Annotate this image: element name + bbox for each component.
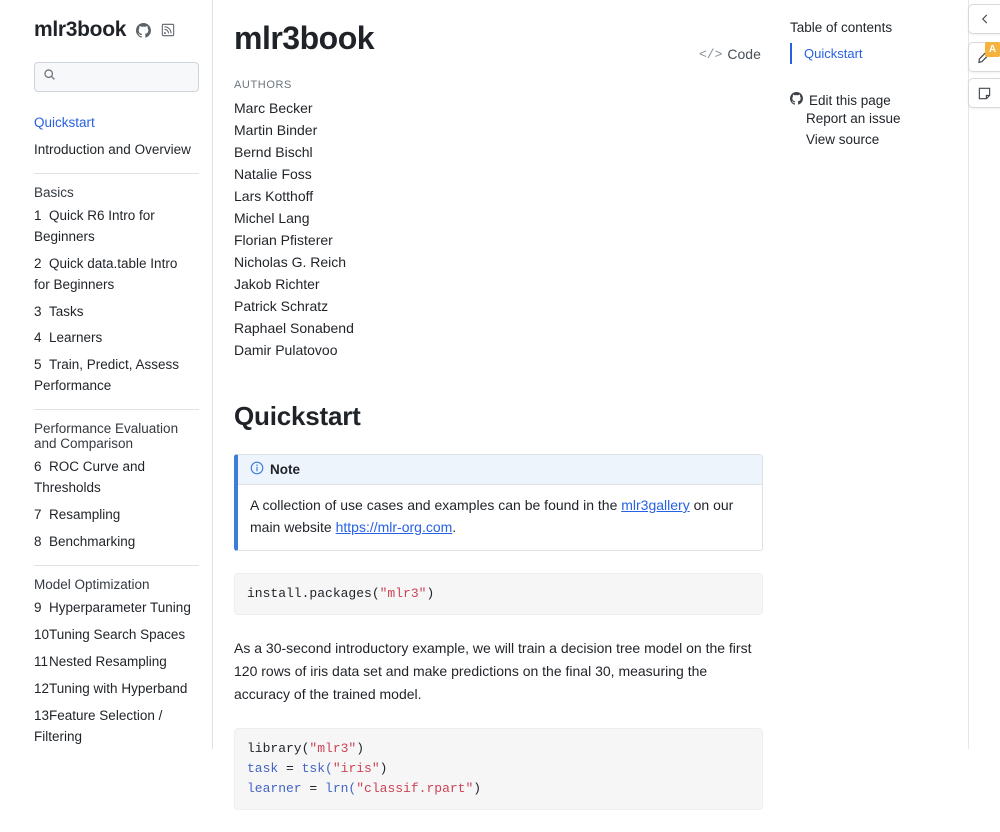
code-toggle-button[interactable] [699,46,761,62]
author-name: Raphael Sonabend [234,320,354,336]
author-name: Damir Pulatovoo [234,342,338,358]
code-token: = [286,761,302,777]
intro-paragraph: As a 30-second introductory example, we will train a decision tree model on the first 120 rows of iris data set and make predictions on the final 30, measuring the accuracy of the trained model. [234,640,752,703]
section-title-quickstart: Quickstart [234,401,361,431]
rss-icon[interactable] [160,22,176,38]
author-name: Martin Binder [234,122,318,138]
table-of-contents [790,20,980,150]
sidebar-item-roc-curve[interactable]: 6 ROC Curve and Thresholds [34,459,146,496]
sidebar-section-basics: Basics [34,184,74,200]
sidebar-divider-1 [34,173,199,174]
code-token: = [309,781,326,797]
sidebar-nav [34,110,192,750]
code-token: task [247,761,287,777]
annotation-rail [968,0,1000,749]
sidebar-item-resampling[interactable]: 7 Resampling [34,507,121,523]
code-token: ) [379,761,388,777]
code-token: install.packages( [247,586,380,602]
code-block-example [234,728,763,810]
annotation-badge: A [985,42,1000,57]
code-token: "mlr3" [309,741,357,757]
sidebar-divider-3 [34,565,199,566]
authors-list [234,97,790,361]
toc-item-quickstart[interactable]: Quickstart [790,43,980,64]
note-callout-title: Note [270,462,300,477]
sidebar-divider-2 [34,409,199,410]
author-name: Jakob Richter [234,276,320,292]
code-token: "classif.rpart" [356,781,474,797]
sidebar-item-tuning-hyperband[interactable]: 12Tuning with Hyperband [34,680,188,696]
authors-label: AUTHORS [234,79,292,91]
code-token: tsk( [301,761,333,777]
brand-title: mlr3book [34,18,127,41]
edit-this-page-label: Edit this page [809,92,891,108]
sidebar-item-nested-resampling[interactable]: 11Nested Resampling [34,653,167,669]
author-name: Marc Becker [234,100,313,116]
search-box[interactable] [34,62,199,92]
toc-title: Table of contents [790,20,893,35]
code-token: ) [426,586,435,602]
report-an-issue-link[interactable]: Report an issue [806,111,901,126]
page-title: mlr3book [234,20,375,56]
sidebar-item-learners[interactable]: 4 Learners [34,330,103,346]
code-token: "iris" [332,761,380,777]
note-callout-body [238,485,762,550]
code-token: learner [247,781,310,797]
collapse-panel-button[interactable] [968,4,1000,34]
mlr-org-link[interactable]: https://mlr-org.com [335,518,453,535]
code-block-install [234,573,763,615]
code-token: ) [356,741,365,757]
code-chevron-icon: </> [699,46,723,62]
github-icon [790,92,803,108]
author-name: Natalie Foss [234,166,312,182]
sidebar [0,0,213,749]
sidebar-item-introduction[interactable]: Introduction and Overview [34,141,191,157]
code-token: library( [247,741,310,757]
search-icon [43,68,56,86]
author-name: Michel Lang [234,210,310,226]
info-icon [250,461,264,478]
search-input[interactable] [62,69,190,85]
sidebar-item-quick-r6[interactable]: 1 Quick R6 Intro for Beginners [34,207,155,244]
sidebar-item-quickstart[interactable]: Quickstart [34,115,95,130]
code-token: ) [473,781,482,797]
sidebar-item-tuning-search-spaces[interactable]: 10Tuning Search Spaces [34,626,186,642]
note-callout-header [238,455,762,485]
author-name: Bernd Bischl [234,144,313,160]
view-source-link[interactable]: View source [806,132,880,147]
note-callout [234,454,763,551]
sidebar-item-feature-selection[interactable]: 13Feature Selection / Filtering [34,707,163,744]
sidebar-item-benchmarking[interactable]: 8 Benchmarking [34,533,136,549]
sidebar-item-tasks[interactable]: 3 Tasks [34,303,84,319]
sidebar-item-quick-datatable[interactable]: 2 Quick data.table Intro for Beginners [34,255,178,292]
main-region [213,0,1000,797]
sidebar-brand[interactable] [34,18,192,42]
sidebar-item-train-predict[interactable]: 5 Train, Predict, Assess Performance [34,357,180,394]
edit-this-page-link[interactable] [790,92,980,108]
note-annotation-button[interactable] [968,78,1000,108]
author-name: Nicholas G. Reich [234,254,347,270]
mlr3gallery-link[interactable]: mlr3gallery [621,497,690,513]
author-name: Lars Kotthoff [234,188,314,204]
code-toggle-label: Code [727,46,761,62]
code-token: lrn( [325,781,357,797]
author-name: Florian Pfisterer [234,232,333,248]
toc-tools [790,92,980,150]
github-icon[interactable] [135,22,151,38]
sidebar-item-hyperparameter-tuning[interactable]: 9 Hyperparameter Tuning [34,599,191,615]
sidebar-section-optimization: Model Optimization [34,576,150,592]
callout-text-middle: on our main website [250,497,734,535]
author-name: Patrick Schratz [234,298,329,314]
sidebar-section-performance: Performance Evaluation and Comparison [34,421,179,452]
document-content [234,0,790,832]
callout-text-after: . [452,518,457,535]
code-token: "mlr3" [379,586,427,602]
callout-text-before: A collection of use cases and examples can be found in the [250,497,622,513]
